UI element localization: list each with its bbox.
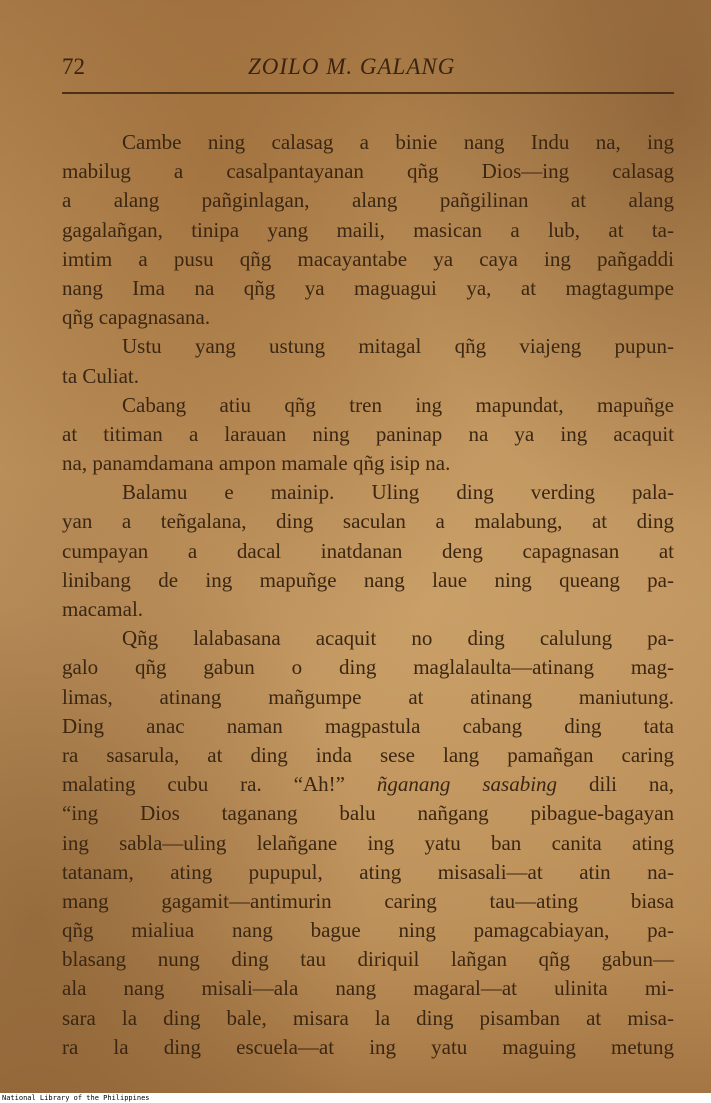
running-title: ZOILO M. GALANG [248,54,456,79]
text-line-segment: imtim a pusu qñg macayantabe ya caya ing pañgaddi [62,246,674,271]
text-line-segment: ala nang misali—ala nang magaral—at ulinita mi- [62,976,674,1001]
text-line-segment: ta Culiat. [62,363,139,388]
text-line [62,157,674,186]
text-line [62,887,674,916]
text-line [62,391,674,420]
text-line [62,245,674,274]
text-line-segment: qñg capagnasana. [62,305,211,330]
text-line-segment: macamal. [62,597,144,621]
text-line-segment: ing sabla—uling lelañgane ing yatu ban canita ating [62,830,674,855]
text-line [62,478,674,507]
page-header [62,52,674,84]
text-line [62,799,674,828]
text-line [62,420,674,449]
text-line-segment: malating cubu ra. “Ah!” [62,772,377,797]
text-line [62,741,674,770]
text-line [62,537,674,566]
text-line [62,653,674,682]
text-line-segment: Balamu e mainip. Uling ding verding pala- [122,480,674,505]
text-line [62,186,674,215]
text-line-segment: “ing Dios taganang balu nañgang pibague-bagayan [62,801,674,826]
text-line [62,274,674,303]
text-line-segment: blasang nung ding tau diriquil lañgan qñg gabun— [62,947,674,972]
footer-credit: National Library of the Philippines [2,1094,150,1102]
text-line-segment: a alang pañginlagan, alang pañgilinan at alang [62,188,674,213]
text-line [62,1004,674,1033]
text-line-segment: qñg mialiua nang bague ning pamagcabiayan, pa- [62,918,674,943]
text-line-segment: dili na, [557,772,674,797]
text-line [62,945,674,974]
text-line [62,624,674,653]
text-line-segment: ra sasarula, at ding inda sese lang pamañgan caring [62,742,674,767]
text-line-segment: Ding anac naman magpastula cabang ding tata [62,713,674,738]
text-line [62,332,674,361]
text-line-segment: ra la ding escuela—at ing yatu maguing metung [62,1034,674,1059]
text-line-segment: Cabang atiu qñg tren ing mapundat, mapuñge [122,392,674,417]
text-line-segment: yan a teñgalana, ding saculan a malabung, at ding [62,509,674,534]
text-line [62,916,674,945]
text-line [62,362,674,391]
header-rule [62,92,674,94]
text-line-segment: nang Ima na qñg ya maguagui ya, at magtagumpe [62,275,674,300]
text-line-segment: sara la ding bale, misara la ding pisamban at misa- [62,1005,674,1030]
text-line-segment: galo qñg gabun o ding maglalaulta—atinang mag- [62,655,674,680]
text-line-segment: limas, atinang mañgumpe at atinang maniutung. [62,684,674,709]
page-number: 72 [62,54,85,79]
text-line [62,449,674,478]
text-line [62,303,674,332]
text-line-segment: at titiman a larauan ning paninap na ya ing acaquit [62,421,674,446]
text-line [62,566,674,595]
text-line-segment: mang gagamit—antimurin caring tau—ating biasa [62,888,674,913]
text-line-segment: gagalañgan, tinipa yang maili, masican a lub, at ta- [62,217,674,242]
text-line-segment: Qñg lalabasana acaquit no ding calulung pa- [122,626,674,651]
text-line [62,683,674,712]
text-line [62,858,674,887]
text-line [62,712,674,741]
text-line [62,216,674,245]
text-line [62,829,674,858]
text-line [62,507,674,536]
text-line-segment: tatanam, ating pupupul, ating misasali—at atin na- [62,859,674,884]
text-line-segment: na, panamdamana ampon mamale qñg isip na. [62,451,451,476]
text-line-segment: Cambe ning calasag a binie nang Indu na, ing [122,130,674,154]
text-line-italic: ñganang sasabing [376,772,558,797]
text-line [62,595,674,624]
text-line [62,770,674,799]
body-text [62,128,674,1062]
text-line [62,1033,674,1062]
text-line-segment: Ustu yang ustung mitagal qñg viajeng pupun- [122,334,674,359]
text-line [62,974,674,1003]
text-line-segment: linibang de ing mapuñge nang laue ning queang pa- [62,567,674,592]
text-line [62,128,674,157]
text-line-segment: cumpayan a dacal inatdanan deng capagnasan at [62,538,674,563]
text-line-segment: mabilug a casalpantayanan qñg Dios—ing calasag [62,159,674,184]
